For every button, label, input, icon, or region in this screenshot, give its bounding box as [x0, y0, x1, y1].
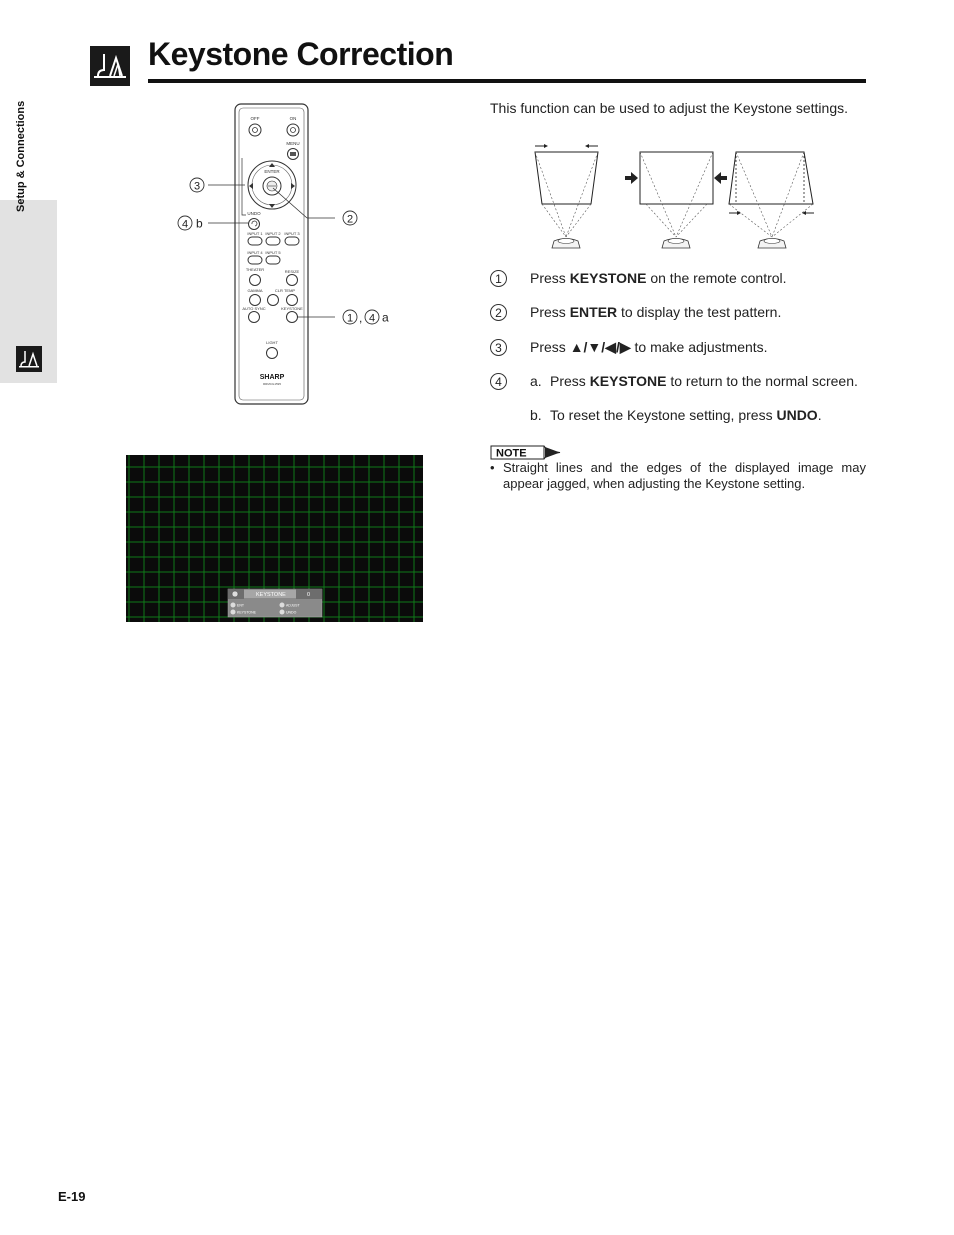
- remote-off-button: [249, 124, 261, 136]
- remote-label-gamma: GAMMA: [247, 288, 263, 293]
- side-tab: [0, 100, 57, 383]
- note-bullet: •: [490, 460, 495, 475]
- remote-control-illustration: [175, 100, 415, 410]
- step-3-text-pre: Press: [530, 339, 570, 355]
- step-4b-text-post: .: [817, 407, 822, 423]
- step-4a-text-post: to return to the normal screen.: [666, 373, 858, 389]
- step-1-number: 1: [490, 270, 507, 287]
- test-pattern-screen: [126, 455, 423, 622]
- step-2-number: 2: [490, 304, 507, 321]
- step-1-text-pre: Press: [530, 270, 570, 286]
- remote-light-button: [267, 348, 278, 359]
- remote-clr-temp-button-1: [268, 295, 279, 306]
- side-tab-label: Setup & Connections: [15, 100, 27, 212]
- page-title: Keystone Correction: [148, 36, 454, 72]
- step-1-text-post: on the remote control.: [646, 270, 787, 286]
- step-4b-text-pre: To reset the Keystone setting, press: [550, 407, 777, 423]
- side-tab-icon: [16, 346, 42, 372]
- step-4b-keyword: UNDO: [776, 407, 818, 423]
- remote-brand: SHARP: [259, 374, 285, 381]
- diagram-arrow-right-icon: [625, 172, 638, 184]
- note-badge-label: NOTE: [496, 447, 527, 460]
- remote-keystone-button: [287, 312, 298, 323]
- keystone-diagram: [530, 140, 820, 250]
- diagram-keystone-corrected: [640, 152, 713, 248]
- remote-label-keystone: KEYSTONE: [281, 306, 303, 311]
- remote-input5-button: [266, 256, 280, 264]
- remote-undo-button: [249, 219, 260, 230]
- remote-label-input4: INPUT 4: [247, 250, 263, 255]
- osd-title: KEYSTONE: [256, 592, 286, 598]
- osd-item-undo: UNDO: [286, 610, 297, 615]
- remote-input4-button: [248, 256, 262, 264]
- remote-label-input5: INPUT 5: [265, 250, 281, 255]
- diagram-arrow-left-icon: [714, 172, 727, 184]
- osd-item-keystone: KEYSTONE: [237, 610, 256, 615]
- step-2-text-post: to display the test pattern.: [617, 304, 782, 320]
- remote-model: RRMCG1595: [262, 382, 282, 386]
- page-number: E-19: [58, 1189, 86, 1204]
- remote-auto-sync-button: [249, 312, 260, 323]
- title-rule: [148, 79, 866, 83]
- remote-label-light: LIGHT: [266, 340, 278, 345]
- osd-icon: [232, 591, 238, 597]
- remote-label-resize: RESIZE: [284, 269, 300, 274]
- remote-label-undo: UNDO: [247, 211, 261, 216]
- section-icon: [90, 46, 130, 86]
- remote-label-input2: INPUT 2: [265, 231, 281, 236]
- intro-paragraph: This function can be used to adjust the Keystone settings.: [490, 100, 848, 116]
- step-4a-keyword: KEYSTONE: [589, 373, 667, 389]
- note-badge: [490, 445, 562, 460]
- note-body: Straight lines and the edges of the displayed image may appear jagged, when adjusting the Keystone setting.: [503, 460, 866, 491]
- osd-item-ent: ENT: [237, 603, 244, 608]
- callout-4b-number: 4: [181, 218, 189, 231]
- remote-label-input3: INPUT 3: [284, 231, 300, 236]
- step-3-text-post: to make adjustments.: [630, 339, 768, 355]
- diagram-keystone-before: [535, 144, 598, 248]
- remote-label-enter: ENTER: [264, 169, 280, 174]
- osd-value: 0: [307, 592, 311, 598]
- callout-14-separator: ,: [359, 311, 363, 325]
- step-3-number: 3: [490, 339, 507, 356]
- osd-item-adjust: ADJUST: [286, 603, 300, 608]
- remote-input3-button: [285, 237, 299, 245]
- step-2-text-pre: Press: [530, 304, 570, 320]
- step-1-keyword: KEYSTONE: [569, 270, 647, 286]
- remote-input1-button: [248, 237, 262, 245]
- callout-3: 3: [193, 180, 201, 193]
- remote-label-menu: MENU: [286, 141, 300, 146]
- remote-resize-button: [287, 275, 298, 286]
- remote-label-input1: INPUT 1: [247, 231, 263, 236]
- remote-label-on: ON: [289, 116, 297, 121]
- remote-label-off: OFF: [250, 116, 260, 121]
- remote-clr-temp-button-2: [287, 295, 298, 306]
- diagram-keystone-after: [729, 152, 814, 248]
- callout-14-a: 1: [346, 312, 354, 325]
- remote-input2-button: [266, 237, 280, 245]
- remote-label-theater: THEATER: [245, 267, 265, 272]
- remote-theater-button: [250, 275, 261, 286]
- step-2-keyword: ENTER: [569, 304, 618, 320]
- callout-14-suffix: a: [382, 310, 389, 325]
- step-4b-label: b.: [530, 407, 542, 423]
- remote-label-clr-temp: CLR TEMP: [274, 288, 296, 293]
- callout-14-b: 4: [368, 312, 376, 325]
- remote-label-auto-sync: AUTO SYNC: [242, 306, 266, 311]
- step-4-number: 4: [490, 373, 507, 390]
- callout-4b-suffix: b: [196, 216, 203, 231]
- remote-on-button: [287, 124, 299, 136]
- step-4a-text-pre: Press: [550, 373, 590, 389]
- step-4a-label: a.: [530, 373, 542, 389]
- callout-2: 2: [346, 213, 354, 226]
- step-3-keyword: ▲/▼/◀/▶: [569, 339, 631, 355]
- remote-gamma-button: [250, 295, 261, 306]
